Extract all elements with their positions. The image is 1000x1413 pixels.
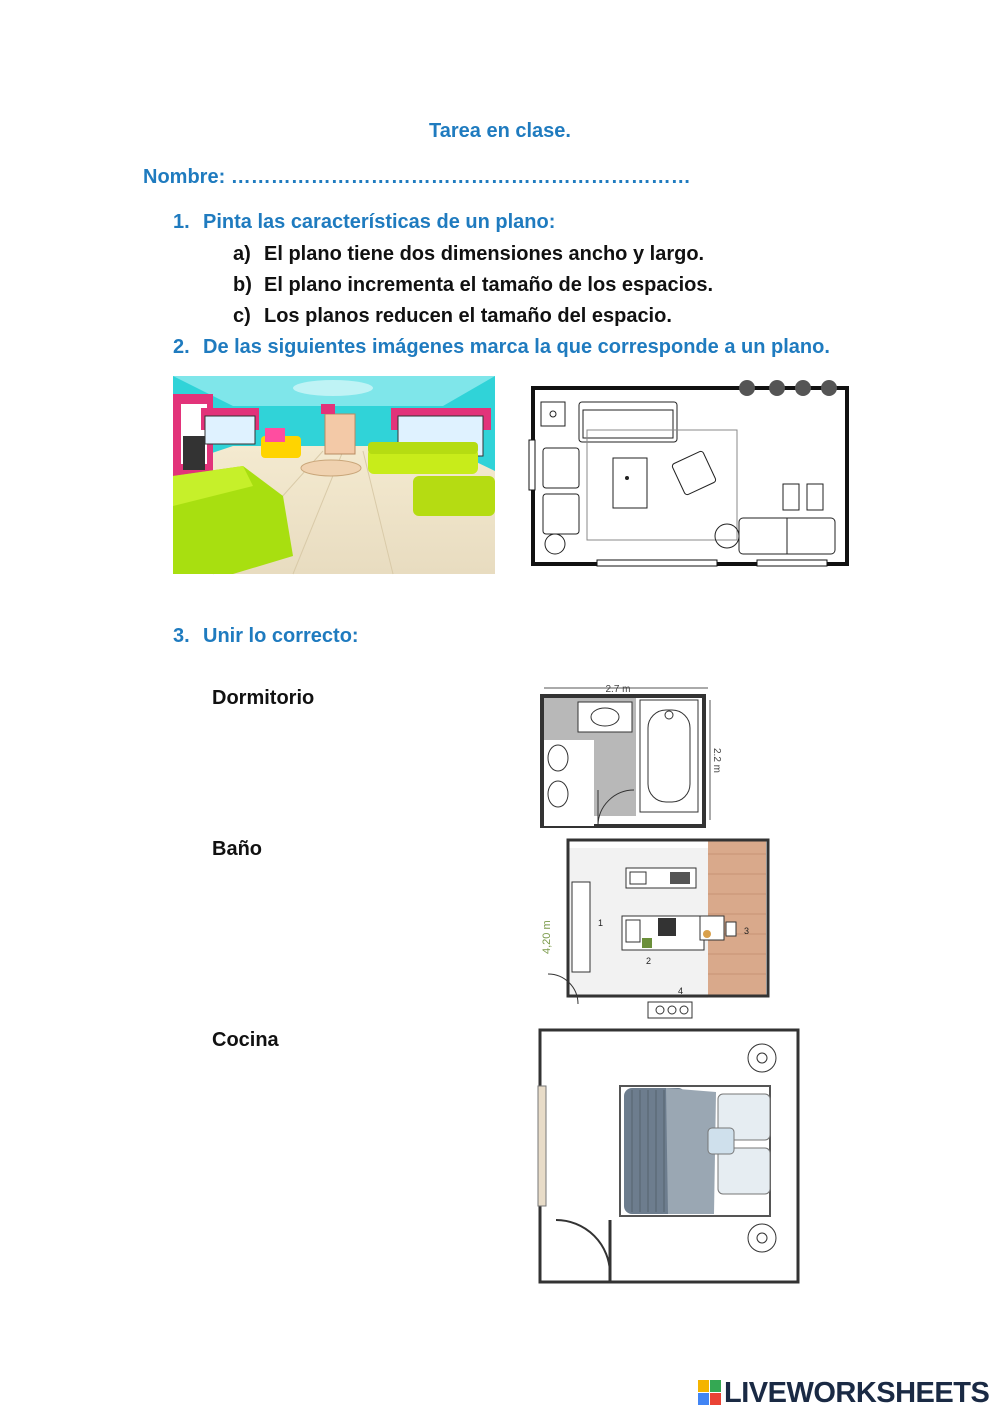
room-label-dormitorio[interactable]: Dormitorio	[212, 687, 315, 709]
kitchen-height-label: 4,20 m	[541, 920, 553, 954]
living-room-3d-image[interactable]	[173, 376, 495, 574]
kitchen-label-4: 4	[678, 986, 684, 996]
q1-option-b[interactable]: El plano incrementa el tamaño de los espacios.	[264, 274, 714, 296]
q1-option-a[interactable]: El plano tiene dos dimensiones ancho y largo.	[264, 243, 705, 265]
kitchen-label-1: 1	[598, 918, 604, 928]
q2-text: De las siguientes imágenes marca la que corresponde a un plano.	[203, 336, 830, 358]
q2-number: 2.	[173, 336, 190, 358]
q1-option-a-letter: a)	[233, 243, 251, 265]
name-field-label: Nombre: ……………………………………………………………	[143, 166, 691, 188]
kitchen-label-2: 2	[646, 956, 652, 966]
floor-plan-image[interactable]	[527, 380, 849, 576]
liveworksheets-logo	[698, 1378, 989, 1408]
kitchen-label-3: 3	[744, 926, 750, 936]
bathroom-plan-image[interactable]	[538, 680, 722, 830]
liveworksheets-logo-text: LIVEWORKSHEETS	[724, 1376, 990, 1409]
q1-text: Pinta las características de un plano:	[203, 211, 556, 233]
q1-option-c[interactable]: Los planos reducen el tamaño del espacio.	[264, 305, 672, 327]
liveworksheets-logo-icon	[698, 1380, 722, 1406]
q3-text: Unir lo correcto:	[203, 625, 359, 647]
page-title: Tarea en clase.	[429, 120, 571, 142]
q1-number: 1.	[173, 211, 190, 233]
q1-option-b-letter: b)	[233, 274, 252, 296]
room-label-bano[interactable]: Baño	[212, 838, 262, 860]
q3-number: 3.	[173, 625, 190, 647]
kitchen-plan-image[interactable]	[538, 834, 778, 1026]
q1-option-c-letter: c)	[233, 305, 251, 327]
room-label-cocina[interactable]: Cocina	[212, 1029, 279, 1051]
bath-width-label: 2.7 m	[605, 684, 631, 695]
bath-height-label: 2.2 m	[711, 748, 722, 774]
bedroom-plan-image[interactable]	[536, 1026, 806, 1284]
